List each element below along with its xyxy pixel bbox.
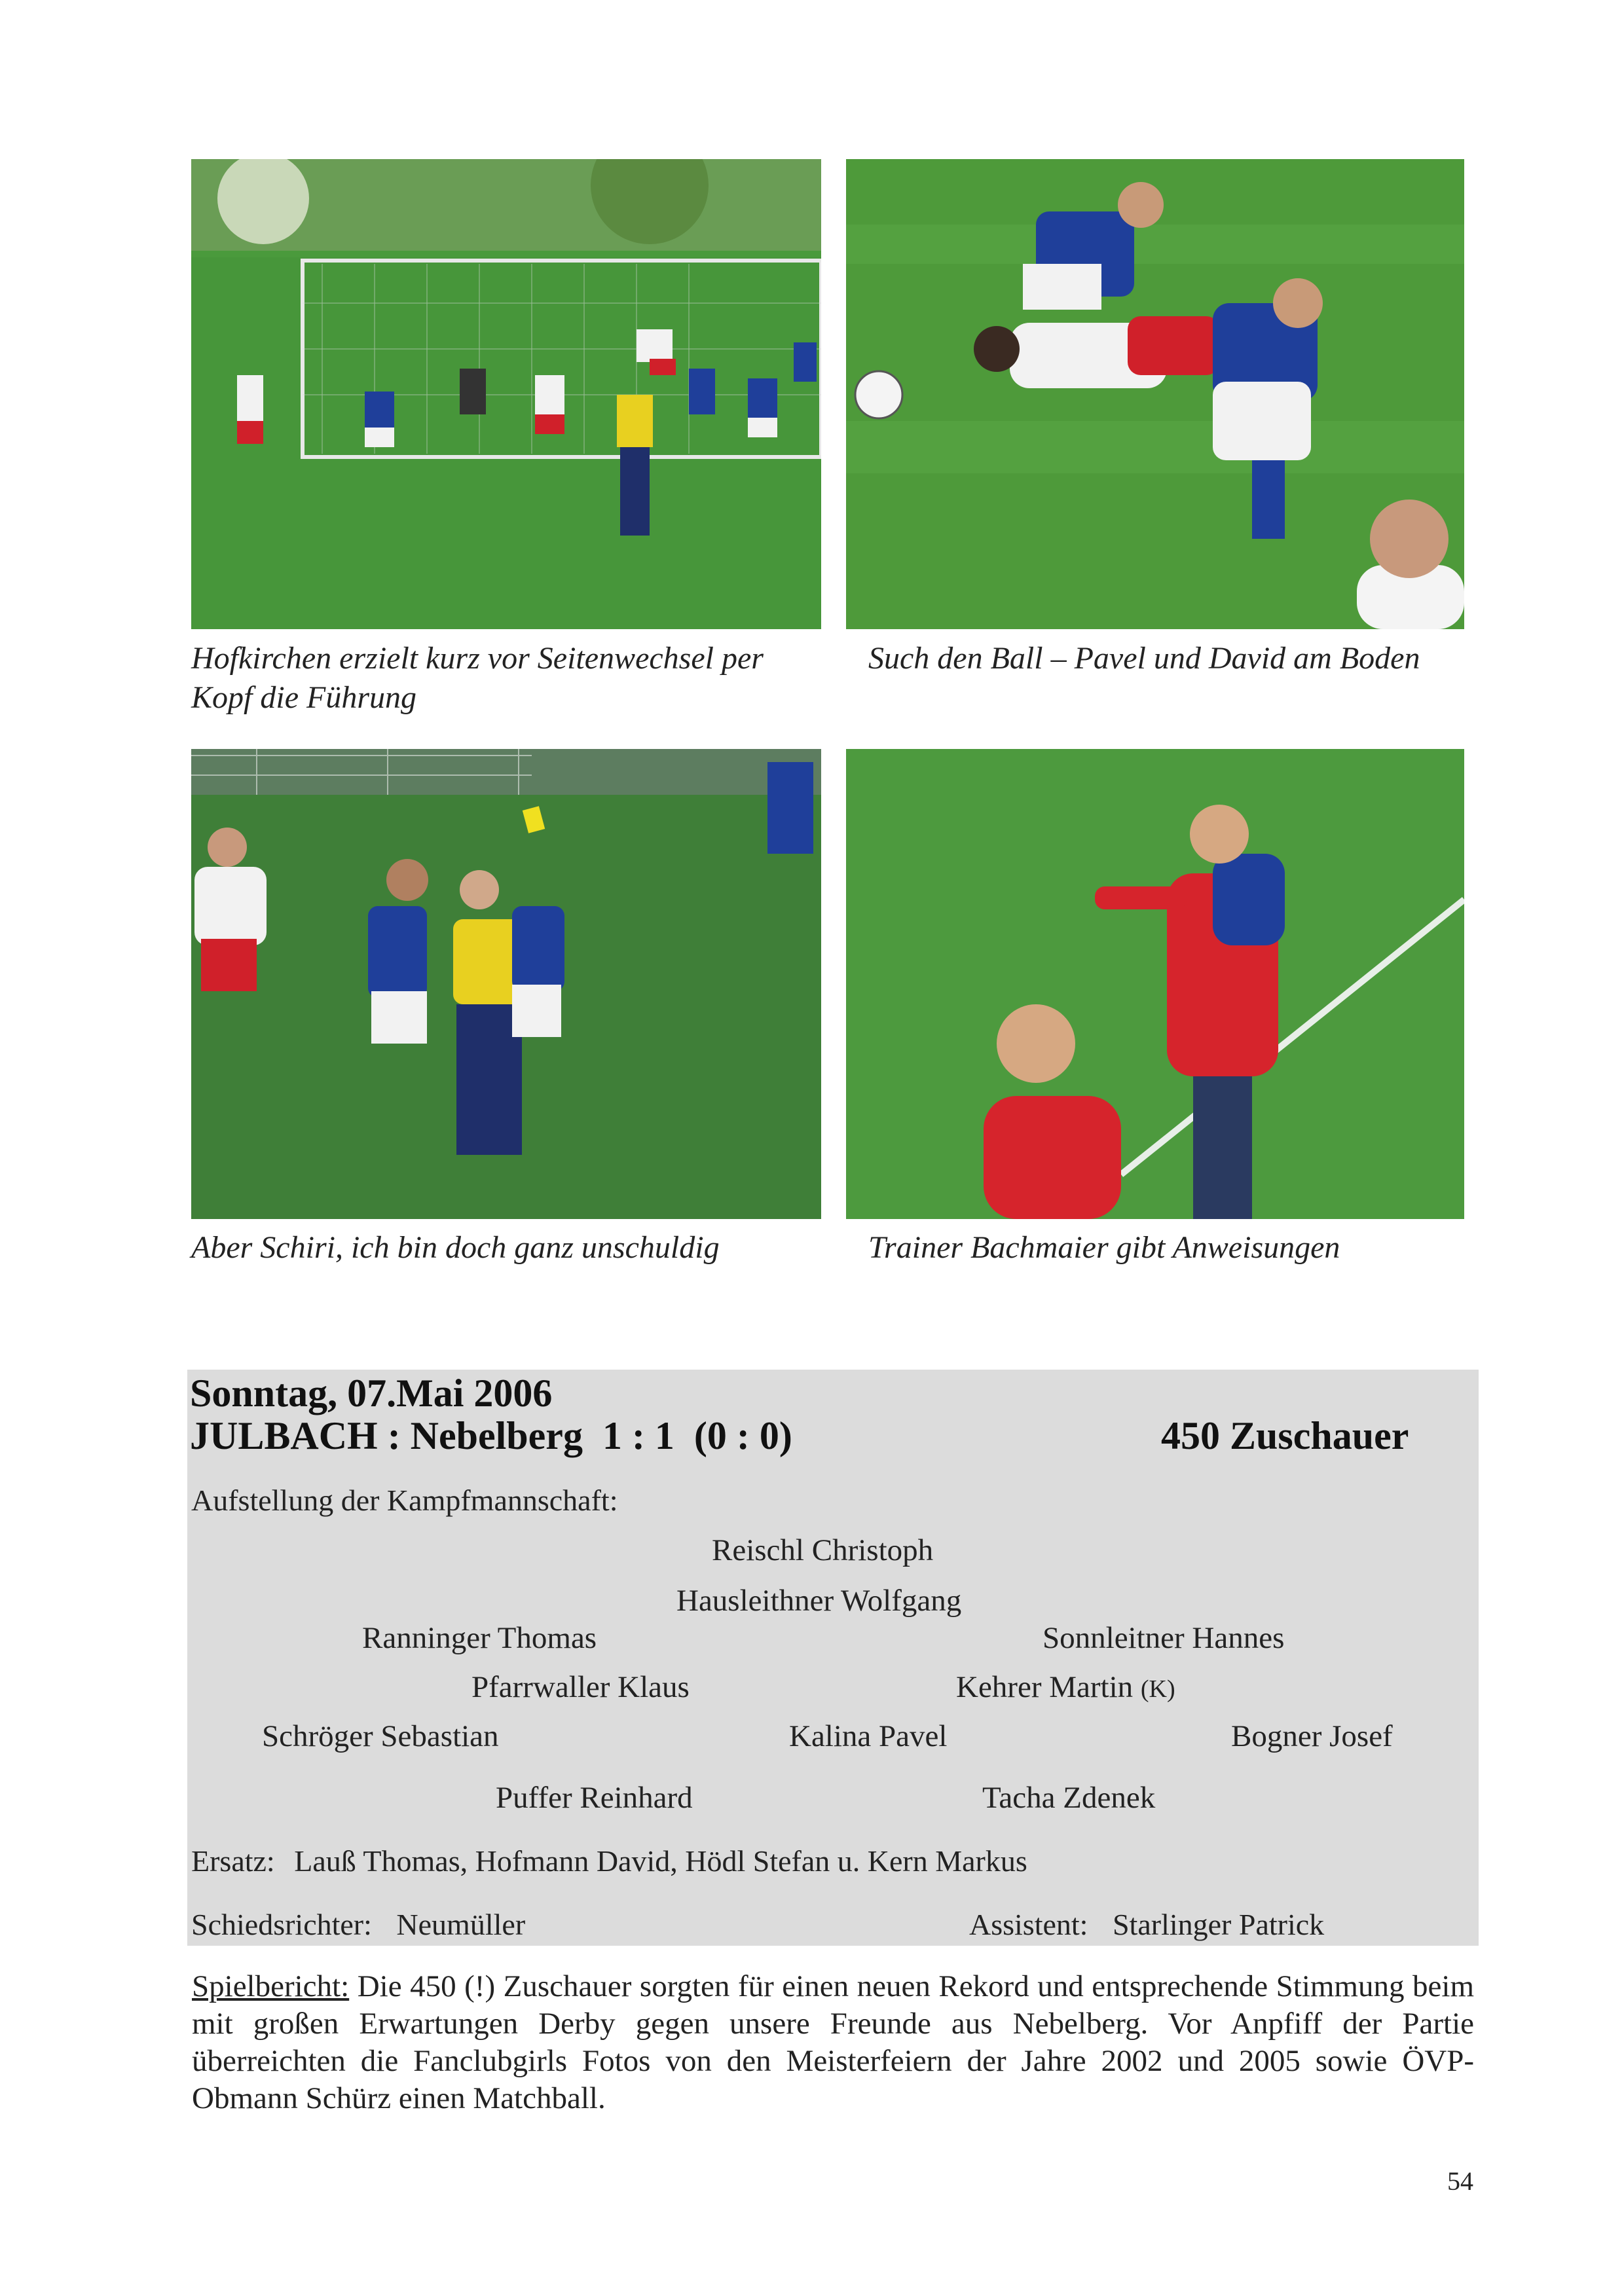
report-text: Die 450 (!) Zuschauer sorgten für einen neuen Rekord und entsprechende Stimmung beim mit großen Erwartungen Derby gegen unsere Freunde aus Nebelberg. Vor Anpfiff der Partie überreichten die Fanclubgirls Fotos von den Meisterfeiern der Jahre 2002 und 2005 sowie ÖVP-Obmann Schürz einen Matchball. [192, 1969, 1475, 2115]
photo-caption-coach: Trainer Bachmaier gibt Anweisungen [868, 1230, 1340, 1265]
photo-referee-card [191, 749, 821, 1219]
player-mid-right [956, 1669, 1175, 1707]
photo-goal-header [191, 159, 821, 629]
match-result: JULBACH : Nebelberg 1 : 1 (0 : 0) [190, 1414, 792, 1457]
assistant-label: Assistent: [969, 1908, 1088, 1941]
match-spectators: 450 Zuschauer [1161, 1414, 1409, 1457]
photo-caption-referee: Aber Schiri, ich bin doch ganz unschuldig [191, 1230, 720, 1265]
page-number: 54 [1447, 2166, 1473, 2196]
photo-players-on-ground [846, 159, 1464, 629]
caption-line-1: Hofkirchen erzielt kurz vor Seitenwechsel per [191, 641, 764, 676]
player-mid-right-name: Kehrer Martin [956, 1670, 1134, 1704]
photo-caption-goal [191, 639, 820, 718]
subs-label: Ersatz: [191, 1844, 275, 1878]
player-sweeper: Hausleithner Wolfgang [676, 1584, 962, 1618]
referee-name: Neumüller [396, 1908, 526, 1941]
match-date: Sonntag, 07.Mai 2006 [190, 1372, 553, 1415]
player-mid-left: Pfarrwaller Klaus [471, 1670, 690, 1704]
player-wing-right: Bogner Josef [1231, 1719, 1393, 1753]
player-wing-left: Schröger Sebastian [262, 1719, 499, 1753]
captain-mark: (K) [1140, 1675, 1175, 1703]
player-fwd-right: Tacha Zdenek [982, 1781, 1156, 1815]
assistant-row [969, 1906, 1324, 1943]
match-report [192, 1968, 1474, 2117]
player-def-right: Sonnleitner Hannes [1043, 1621, 1285, 1655]
player-fwd-left: Puffer Reinhard [496, 1781, 693, 1815]
player-center: Kalina Pavel [789, 1719, 948, 1753]
assistant-name: Starlinger Patrick [1112, 1908, 1325, 1941]
lineup-label: Aufstellung der Kampfmannschaft: [191, 1484, 618, 1517]
subs-row [191, 1843, 1027, 1880]
referee-label: Schiedsrichter: [191, 1908, 372, 1941]
caption-line-2: Kopf die Führung [191, 680, 416, 715]
subs-names: Lauß Thomas, Hofmann David, Hödl Stefan u. Kern Markus [294, 1844, 1027, 1878]
photo-caption-ball: Such den Ball – Pavel und David am Boden [868, 641, 1420, 676]
player-goalkeeper: Reischl Christoph [712, 1533, 934, 1567]
player-def-left: Ranninger Thomas [362, 1621, 597, 1655]
report-label: Spielbericht: [192, 1969, 350, 2003]
referee-row [191, 1906, 525, 1943]
photo-coach [846, 749, 1464, 1219]
